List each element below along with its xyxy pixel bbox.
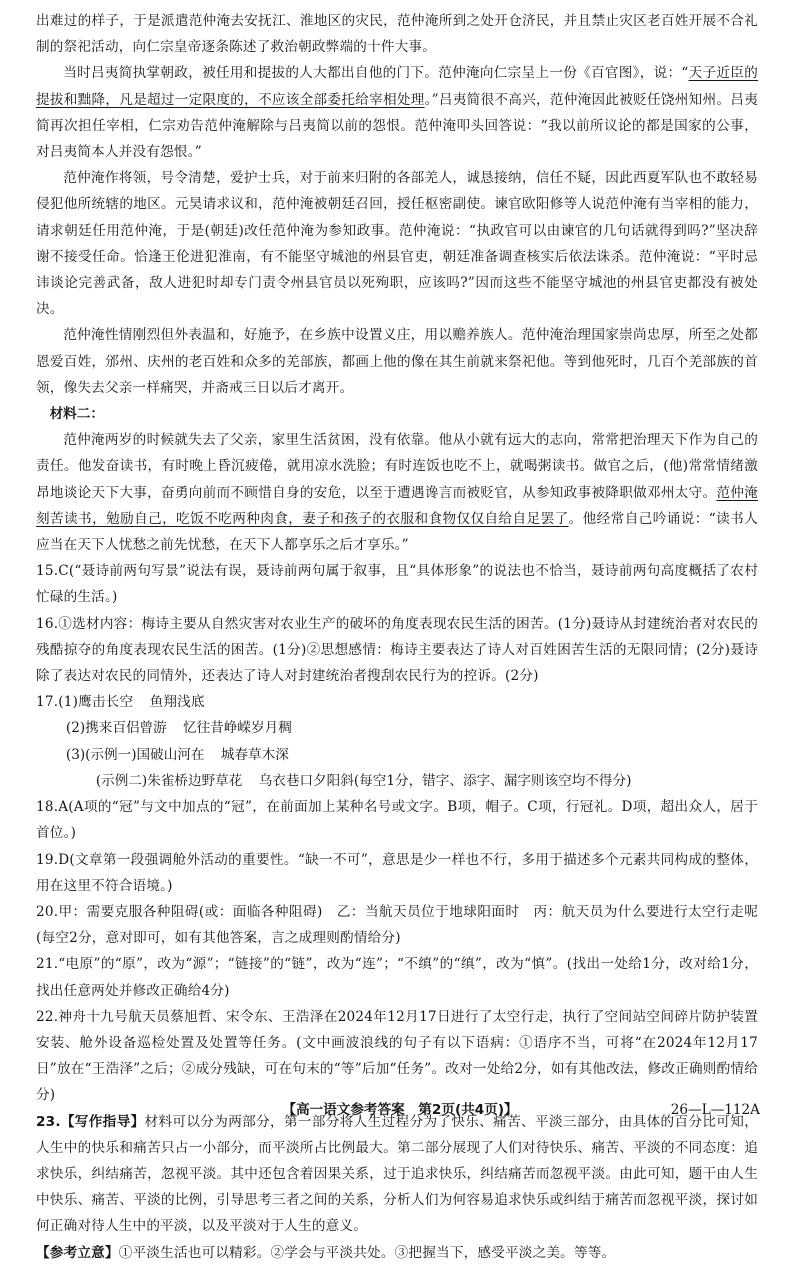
answer-21: 21.“电原”的“原”，改为“源”；“链接”的“链”，改为“连”；“不缜”的“缜”，改为“慎”。(找出一处给1分，改对给1分，找出任意两处并修改正确给4分) bbox=[36, 956, 758, 999]
paragraph-text: 范仲淹两岁的时候就失去了父亲，家里生活贫困，没有依靠。他从小就有远大的志向，常常把治理天下作为自己的责任。他发奋读书，有时晚上昏沉疲倦，就用凉水洗脸；有时连饭也吃不上，就喝粥读书。做官之后，(他)常常情绪激昂地谈论天下大事，奋勇向前而不顾惜自身的安危，以至于遭遇谗言而被贬官，从参知政事被降职做邓州太守。 bbox=[36, 432, 758, 501]
answer-17-4a: (示例二)朱雀桥边野草花 bbox=[95, 772, 243, 789]
answer-23 bbox=[36, 1109, 758, 1240]
answer-17 bbox=[36, 689, 758, 715]
answer-22: 22.神舟十九号航天员蔡旭哲、宋令东、王浩泽在2024年12月17日进行了太空行走，执行了空间站空间碎片防护装置安装、舱外设备巡检处置及处置等任务。(文中画波浪线的句子有以下语病：①语序不当，可将“在2024年12月17日”放在“王浩泽”之后；②成分残缺，可在句末的“等”后加“任务”。改对一处给2分，如有其他改法，修改正确则酌情给分) bbox=[36, 1008, 758, 1104]
answer-17-1b: 鱼翔浅底 bbox=[149, 694, 205, 711]
paragraph-text: 。”吕夷简很不高兴，范仲淹因此被贬任饶州知州。吕夷简再次担任宰相，仁宗劝告范仲淹解除与吕夷简以前的怨恨。范仲淹叩头回答说：“我以前所议论的都是国家的公事，对吕夷简本人并没有怨恨。” bbox=[36, 91, 758, 161]
answer-number: 17. bbox=[36, 694, 59, 711]
material-two-heading: 材料二： bbox=[49, 406, 104, 423]
answer-17-2b: 忆往昔峥嵘岁月稠 bbox=[183, 720, 292, 737]
writing-guide-text: 材料可以分为两部分，第一部分将人生过程分为了快乐、痛苦、平淡三部分，由具体的百分比可知，人生中的快乐和痛苦只占一小部分，而平淡所占比例最大。第二部分展现了人们对待快乐、痛苦、平淡的不同态度：追求快乐，纠结痛苦，忽视平淡。其中还包含着因果关系，过于追求快乐，纠结痛苦而忽视平淡。由此可知，题干由人生中快乐、痛苦、平淡的比例，引导思考三者之间的关系，分析人们为何容易追求快乐或纠结于痛苦而忽视平淡，探讨如何正确对待人生中的平淡，以及平淡对于人生的意义。 bbox=[36, 1113, 758, 1235]
answer-17-3 bbox=[36, 742, 758, 768]
answer-17-4 bbox=[36, 768, 758, 794]
answer-15: 15.C(“聂诗前两句写景”说法有误，聂诗前两句属于叙事，且“具体形象”的说法也不恰当，聂诗前两句高度概括了农村忙碌的生活。) bbox=[36, 563, 758, 606]
answer-17-1a: (1)鹰击长空 bbox=[58, 694, 134, 711]
underlined-sentence: 天子近臣的提拔和黜降，凡是超过一定限度的，不应该全部委托给宰相处理 bbox=[36, 65, 758, 108]
answer-17-2 bbox=[36, 715, 758, 741]
answer-18: 18.A(A项的“冠”与文中加点的“冠”，在前面加上某种名号或文字。B项，帽子。C项，行冠礼。D项，超出众人，居于首位。) bbox=[36, 799, 758, 842]
passage-paragraph-character: 范仲淹性情刚烈但外表温和，好施予，在乡族中设置义庄，用以赡养族人。范仲淹治理国家崇尚忠厚，所至之处都恩爱百姓，邠州、庆州的老百姓和众多的羌部族，都画上他的像在其生前就来祭祀他。等到他死时，几百个羌部族的首领，像失去父亲一样痛哭，并斋戒三日以后才离开。 bbox=[36, 327, 758, 396]
answer-17-2a: (2)携来百侣曾游 bbox=[65, 720, 167, 737]
passage-paragraph-general: 范仲淹作将领，号令清楚，爱护士兵，对于前来归附的各部羌人，诚恳接纳，信任不疑，因此西夏军队也不敢轻易侵犯他所统辖的地区。元昊请求议和，范仲淹被朝廷召回，授任枢密副使。谏官欧阳修等人说范仲淹有当宰相的能力，请求朝廷任用范仲淹，于是(朝廷)改任范仲淹为参知政事。范仲淹说：“执政官可以由谏官的几句话就得到吗?”坚决辞谢不接受任命。恰逢王伦进犯淮南，有不能坚守城池的州县官吏，朝廷准备调查核实后依法诛杀。范仲淹说：“平时忌讳谈论完善武备，敌人进犯时却专门责令州县官员以死殉职，应该吗?”因而这些不能坚守城池的州县官吏都没有被处决。 bbox=[36, 170, 758, 318]
passage-paragraph-material-two bbox=[36, 427, 758, 558]
reference-label: 【参考立意】 bbox=[36, 1244, 119, 1261]
answer-19: 19.D(文章第一段强调舱外活动的重要性。“缺一不可”，意思是少一样也不行，多用于描述多个元素共同构成的整体，用在这里不符合语境。) bbox=[36, 851, 758, 894]
reference-text: ①平淡生活也可以精彩。②学会与平淡共处。③把握当下，感受平淡之美。等等。 bbox=[118, 1244, 616, 1261]
footer-title: 【高一语文参考答案 第2页(共4页)】 bbox=[282, 1102, 518, 1118]
writing-guide-label: 23.【写作指导】 bbox=[36, 1113, 145, 1130]
page-footer bbox=[0, 1100, 800, 1120]
footer-code: 26—L—112A bbox=[670, 1102, 760, 1118]
answer-17-3b: 城春草木深 bbox=[220, 746, 289, 763]
passage-paragraph-continued: 出难过的样子，于是派遣范仲淹去安抚江、淮地区的灾民，范仲淹所到之处开仓济民，并且禁止灾区老百姓开展不合礼制的祭祀活动，向仁宗皇帝逐条陈述了救治朝政弊端的十件大事。 bbox=[36, 13, 758, 56]
answer-23-reference bbox=[36, 1240, 758, 1266]
answer-20: 20.甲：需要克服各种阻碍(或：面临各种阻碍) 乙：当航天员位于地球阳面时 丙：航天员为什么要进行太空行走呢(每空2分，意对即可，如有其他答案，言之成理则酌情给分) bbox=[36, 903, 758, 947]
paragraph-text: 。他经常自己吟诵说：“读书人应当在天下人忧愁之前先忧愁，在天下人都享乐之后才享乐。” bbox=[36, 510, 758, 554]
answer-16: 16.①选材内容：梅诗主要从自然灾害对农业生产的破坏的角度表现农民生活的困苦。(1分)聂诗从封建统治者对农民的残酷掠夺的角度表现农民生活的困苦。(1分)②思想感情：梅诗主要表达了诗人对百姓困苦生活的无限同情；(2分)聂诗除了表达对农民的同情外，还表达了诗人对封建统治者搜刮农民行为的控诉。(2分) bbox=[36, 615, 758, 685]
underlined-sentence: 范仲淹刻苦读书，勉励自己，吃饭不吃两种肉食，妻子和孩子的衣服和食物仅仅自给自足罢了 bbox=[36, 484, 759, 527]
paragraph-text: 当时吕夷简执掌朝政，被任用和提拔的人大都出自他的门下。范仲淹向仁宗呈上一份《百官图》，说：“ bbox=[63, 65, 689, 82]
answer-17-4b: 乌衣巷口夕阳斜(每空1分，错字、添字、漏字则该空均不得分) bbox=[258, 772, 632, 789]
passage-paragraph-lu-yijian bbox=[36, 60, 758, 165]
answer-17-3a: (3)(示例一)国破山河在 bbox=[65, 746, 205, 763]
